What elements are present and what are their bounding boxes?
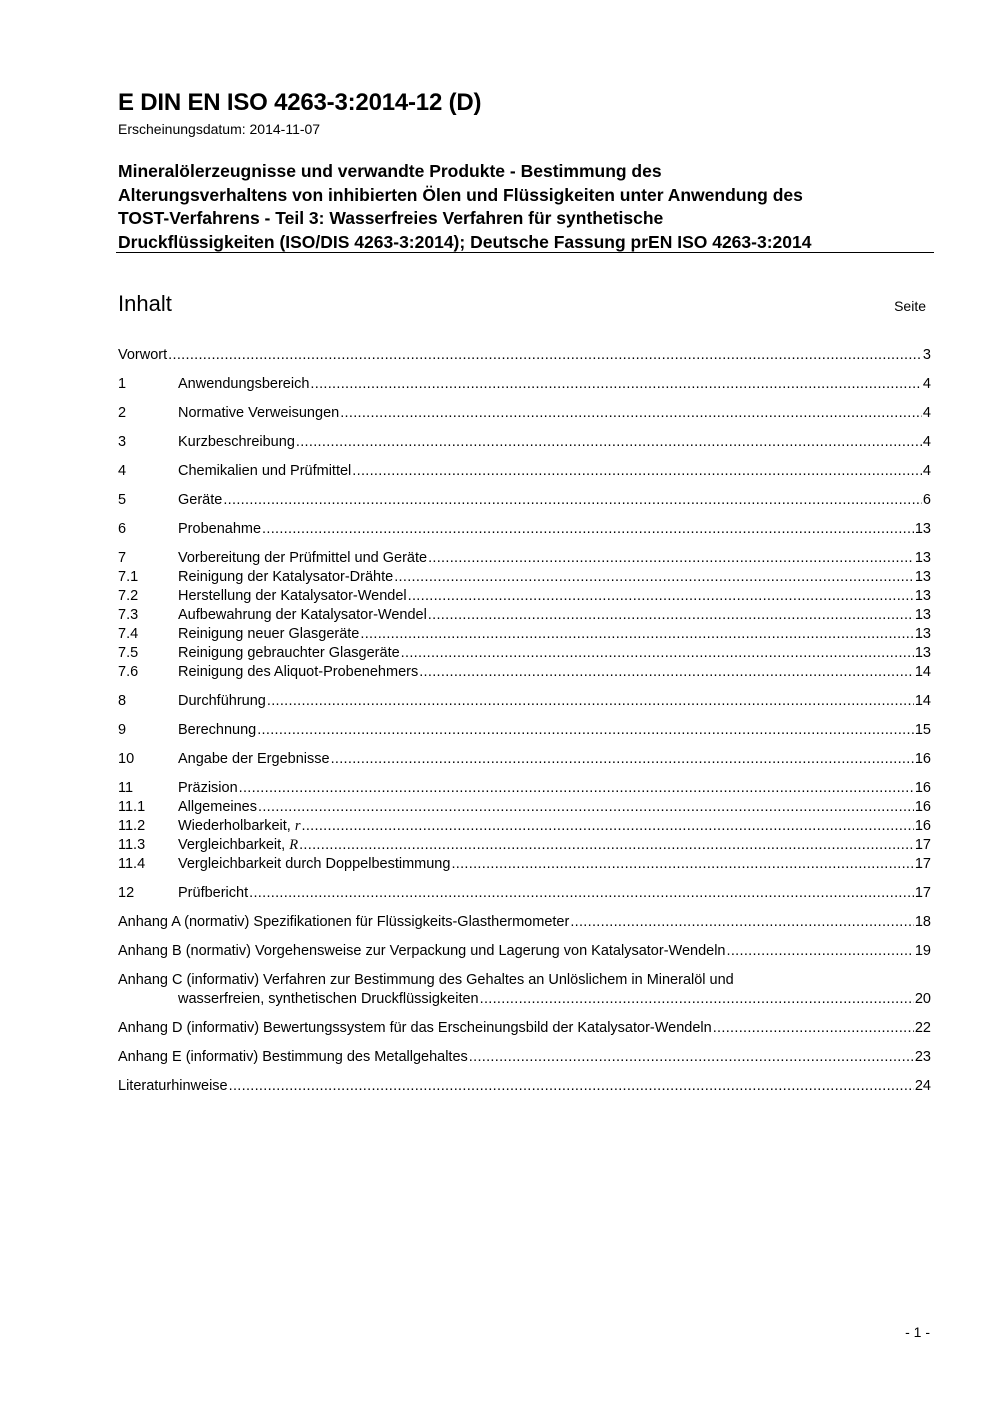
toc-entry[interactable]: [118, 568, 931, 587]
toc-entry-label-text: Reinigung der Katalysator-Drähte: [178, 569, 394, 585]
toc-entry-label-text: Kurzbeschreibung: [178, 434, 295, 450]
toc-entry[interactable]: [118, 663, 931, 682]
dot-leader: [310, 375, 922, 394]
toc-entry-page: 15: [914, 722, 931, 738]
toc-annex-entry[interactable]: [118, 1048, 931, 1067]
toc-heading: Inhalt: [118, 291, 172, 316]
toc-entry-label-text: Normative Verweisungen: [178, 405, 340, 421]
toc-entry-number: 10: [118, 751, 135, 767]
toc-entry-page: 23: [914, 1049, 931, 1065]
toc-entry-page: 13: [914, 569, 931, 585]
toc-entry[interactable]: [118, 433, 931, 452]
toc-entry[interactable]: [118, 644, 931, 663]
toc-entry-page: 16: [914, 751, 931, 767]
toc-entry-page: 13: [914, 588, 931, 604]
toc-entry-number: 5: [118, 492, 127, 508]
toc-entry-label-text: Vergleichbarkeit durch Doppelbestimmung: [178, 856, 451, 872]
toc-entry-label: [178, 750, 330, 769]
toc-entry-label: [178, 491, 222, 510]
toc-entry-label-text: Reinigung des Aliquot-Probenehmers: [178, 664, 419, 680]
table-of-contents: [118, 346, 931, 1096]
toc-entry[interactable]: [118, 779, 931, 798]
toc-entry-label-text: Herstellung der Katalysator-Wendel: [178, 588, 407, 604]
toc-entry-number: 11.2: [118, 818, 146, 834]
toc-entry-page: 3: [922, 347, 931, 363]
toc-entry-number: 11.4: [118, 856, 146, 872]
toc-entry-label-text: Durchführung: [178, 693, 266, 709]
toc-entry-number: 4: [118, 463, 127, 479]
toc-entry-page: 4: [922, 463, 931, 479]
toc-entry-page: 13: [914, 626, 931, 642]
toc-entry[interactable]: [118, 884, 931, 903]
dot-leader: [257, 721, 914, 740]
title-line: Alterungsverhaltens von inhibierten Ölen und Flüssigkeiten unter Anwendung des: [118, 184, 803, 205]
toc-entry-variable: R: [289, 837, 299, 853]
dot-leader: [352, 462, 922, 481]
toc-entry[interactable]: [118, 692, 931, 711]
toc-entry-label-text: Allgemeines: [178, 799, 257, 815]
dot-leader: [331, 750, 914, 769]
toc-entry[interactable]: [118, 836, 931, 855]
toc-entry-row: [118, 1019, 931, 1038]
toc-entry-label: [178, 836, 298, 855]
toc-entry-number: 7: [118, 550, 127, 566]
dot-leader: [480, 990, 914, 1009]
toc-entry-label: [178, 587, 407, 606]
dot-leader: [419, 663, 914, 682]
dot-leader: [223, 491, 922, 510]
toc-entry-page: 4: [922, 376, 931, 392]
toc-entry-label-text: Prüfbericht: [178, 885, 249, 901]
toc-entry-page: 4: [922, 434, 931, 450]
dot-leader: [340, 404, 922, 423]
dot-leader: [469, 1048, 914, 1067]
toc-entry[interactable]: [118, 750, 931, 769]
toc-entry-page: 14: [914, 693, 931, 709]
toc-entry-page: 14: [914, 664, 931, 680]
dot-leader: [239, 779, 914, 798]
toc-entry-label: [178, 375, 309, 394]
toc-entry-label: [178, 644, 400, 663]
toc-entry-label: [178, 884, 248, 903]
toc-entry[interactable]: [118, 520, 931, 539]
dot-leader: [249, 884, 914, 903]
toc-annex-entry[interactable]: [118, 942, 931, 961]
toc-entry[interactable]: [118, 587, 931, 606]
toc-entry[interactable]: [118, 462, 931, 481]
toc-entry-row: [118, 913, 931, 932]
toc-entry-page: 22: [914, 1020, 931, 1036]
toc-annex-entry[interactable]: [118, 913, 931, 932]
toc-entry-page: 20: [914, 991, 931, 1007]
toc-annexes: [118, 913, 931, 1067]
toc-entry-continuation: [118, 990, 931, 1009]
toc-entry-label: Anhang C (informativ) Verfahren zur Bestimmung des Gehaltes an Unlöslichem in Mineralöl und: [118, 972, 734, 988]
toc-entry-label: [178, 779, 238, 798]
toc-entry-page: 13: [914, 607, 931, 623]
toc-entry-label: [178, 692, 266, 711]
dot-leader: [360, 625, 913, 644]
toc-entry[interactable]: [118, 798, 931, 817]
page-column-label: Seite: [894, 298, 926, 314]
toc-entry-label-text: Präzision: [178, 780, 238, 796]
toc-entry-page: 13: [914, 521, 931, 537]
toc-entry-row: [118, 1048, 931, 1067]
toc-entry-page: 16: [914, 799, 931, 815]
toc-entry-label: [178, 462, 351, 481]
toc-entry-label-text: Aufbewahrung der Katalysator-Wendel: [178, 607, 427, 623]
toc-entry-page: 17: [914, 837, 931, 853]
toc-entry-number: 1: [118, 376, 127, 392]
toc-entry-label-text: Anwendungsbereich: [178, 376, 310, 392]
dot-leader: [262, 520, 914, 539]
title-line: Mineralölerzeugnisse und verwandte Produkte - Bestimmung des: [118, 161, 662, 181]
toc-entry-page: 13: [914, 550, 931, 566]
toc-entry-number: 8: [118, 693, 127, 709]
dot-leader: [570, 913, 914, 932]
toc-entry-page: 6: [922, 492, 931, 508]
toc-entry-label-text: Reinigung neuer Glasgeräte: [178, 626, 360, 642]
title-divider: [116, 252, 934, 253]
toc-entry-number: 7.5: [118, 645, 139, 661]
toc-entry-page: 16: [914, 780, 931, 796]
toc-entry-page: 18: [914, 914, 931, 930]
toc-entry-number: 7.2: [118, 588, 139, 604]
toc-entry-page: 13: [914, 645, 931, 661]
publication-date: Erscheinungsdatum: 2014-11-07: [118, 121, 321, 137]
page-number: - 1 -: [905, 1324, 930, 1340]
dot-leader: [267, 692, 914, 711]
toc-entry-label: [178, 625, 359, 644]
dot-leader: [229, 1077, 914, 1096]
toc-entry-row: [118, 942, 931, 961]
dot-leader: [428, 606, 914, 625]
toc-entry-number: 12: [118, 885, 135, 901]
toc-entry-page: 24: [914, 1078, 931, 1094]
toc-entry-label: [178, 817, 301, 836]
dot-leader: [428, 549, 914, 568]
toc-entry-page: 16: [914, 818, 931, 834]
toc-annex-entry[interactable]: [118, 971, 931, 1009]
toc-entry-number: 11.1: [118, 799, 146, 815]
dot-leader: [258, 798, 914, 817]
dot-leader: [296, 433, 922, 452]
toc-entry-label-text: Probenahme: [178, 521, 262, 537]
toc-entry-number: 6: [118, 521, 127, 537]
toc-entry-label: [178, 549, 427, 568]
title-line: TOST-Verfahrens - Teil 3: Wasserfreies Verfahren für synthetische: [118, 208, 664, 228]
toc-entry[interactable]: [118, 817, 931, 836]
toc-entry[interactable]: [118, 549, 931, 568]
toc-entry-number: 3: [118, 434, 127, 450]
toc-entry-label: [178, 798, 257, 817]
toc-entry-label: [178, 606, 427, 625]
document-id: E DIN EN ISO 4263-3:2014-12 (D): [118, 89, 482, 116]
dot-leader: [394, 568, 914, 587]
toc-entry-label: [178, 663, 418, 682]
dot-leader: [408, 587, 914, 606]
toc-entry-label: [178, 404, 339, 423]
toc-entry[interactable]: [118, 855, 931, 874]
dot-leader: [727, 942, 914, 961]
toc-entry[interactable]: [118, 375, 931, 394]
toc-entry-number: 7.4: [118, 626, 139, 642]
toc-entry-page: 19: [914, 943, 931, 959]
toc-entry-label: Anhang A (normativ) Spezifikationen für Flüssigkeits-Glasthermometer: [118, 914, 570, 930]
toc-entry-label-text: Geräte: [178, 492, 223, 508]
toc-entry-page: 17: [914, 856, 931, 872]
toc-entry[interactable]: [118, 491, 931, 510]
toc-entry-label: wasserfreien, synthetischen Druckflüssigkeiten: [178, 991, 479, 1007]
toc-entry-page: 4: [922, 405, 931, 421]
toc-entry-label: Anhang D (informativ) Bewertungssystem für das Erscheinungsbild der Katalysator-Wendeln: [118, 1020, 712, 1036]
toc-entry[interactable]: [118, 721, 931, 740]
dot-leader: [451, 855, 913, 874]
toc-entry-label: Anhang B (normativ) Vorgehensweise zur Verpackung und Lagerung von Katalysator-Wendeln: [118, 943, 726, 959]
dot-leader: [401, 644, 914, 663]
toc-entry-number: 11.3: [118, 837, 146, 853]
toc-entry-label-text: Wiederholbarkeit,: [178, 818, 295, 834]
toc-entry-number: 7.6: [118, 664, 139, 680]
toc-entry[interactable]: [118, 606, 931, 625]
dot-leader: [302, 817, 914, 836]
toc-entry-label: Literaturhinweise: [118, 1078, 228, 1094]
toc-entry-label: [178, 855, 450, 874]
title-line: Druckflüssigkeiten (ISO/DIS 4263-3:2014); Deutsche Fassung prEN ISO 4263-3:2014: [118, 231, 812, 252]
dot-leader: [299, 836, 914, 855]
toc-annex-entry[interactable]: [118, 1019, 931, 1038]
toc-entry-number: 2: [118, 405, 127, 421]
toc-entry-number: 9: [118, 722, 127, 738]
toc-entry-label: [178, 433, 295, 452]
toc-entry[interactable]: [118, 404, 931, 423]
toc-entry-literature[interactable]: [118, 1077, 931, 1096]
dot-leader: [168, 346, 922, 365]
toc-entry-label: [178, 520, 261, 539]
toc-entries: [118, 375, 931, 903]
toc-entry-label-text: Vergleichbarkeit,: [178, 837, 290, 853]
toc-entry-label-text: Vorbereitung der Prüfmittel und Geräte: [178, 550, 428, 566]
toc-entry-number: 11: [118, 780, 134, 796]
toc-entry-label-text: Chemikalien und Prüfmittel: [178, 463, 352, 479]
dot-leader: [713, 1019, 914, 1038]
toc-entry-label: [178, 721, 256, 740]
toc-entry-page: 17: [914, 885, 931, 901]
toc-entry-label: Vorwort: [118, 347, 168, 363]
toc-entry-number: 7.1: [118, 569, 139, 585]
toc-entry-variable: r: [294, 818, 301, 834]
toc-entry-number: 7.3: [118, 607, 139, 623]
document-title: [118, 160, 938, 254]
toc-entry-label: Anhang E (informativ) Bestimmung des Metallgehaltes: [118, 1049, 468, 1065]
toc-entry-label-text: Reinigung gebrauchter Glasgeräte: [178, 645, 400, 661]
toc-entry-label-text: Angabe der Ergebnisse: [178, 751, 330, 767]
toc-entry-label-text: Berechnung: [178, 722, 257, 738]
toc-entry-vorwort[interactable]: [118, 346, 931, 365]
toc-entry[interactable]: [118, 625, 931, 644]
toc-entry-label: [178, 568, 393, 587]
